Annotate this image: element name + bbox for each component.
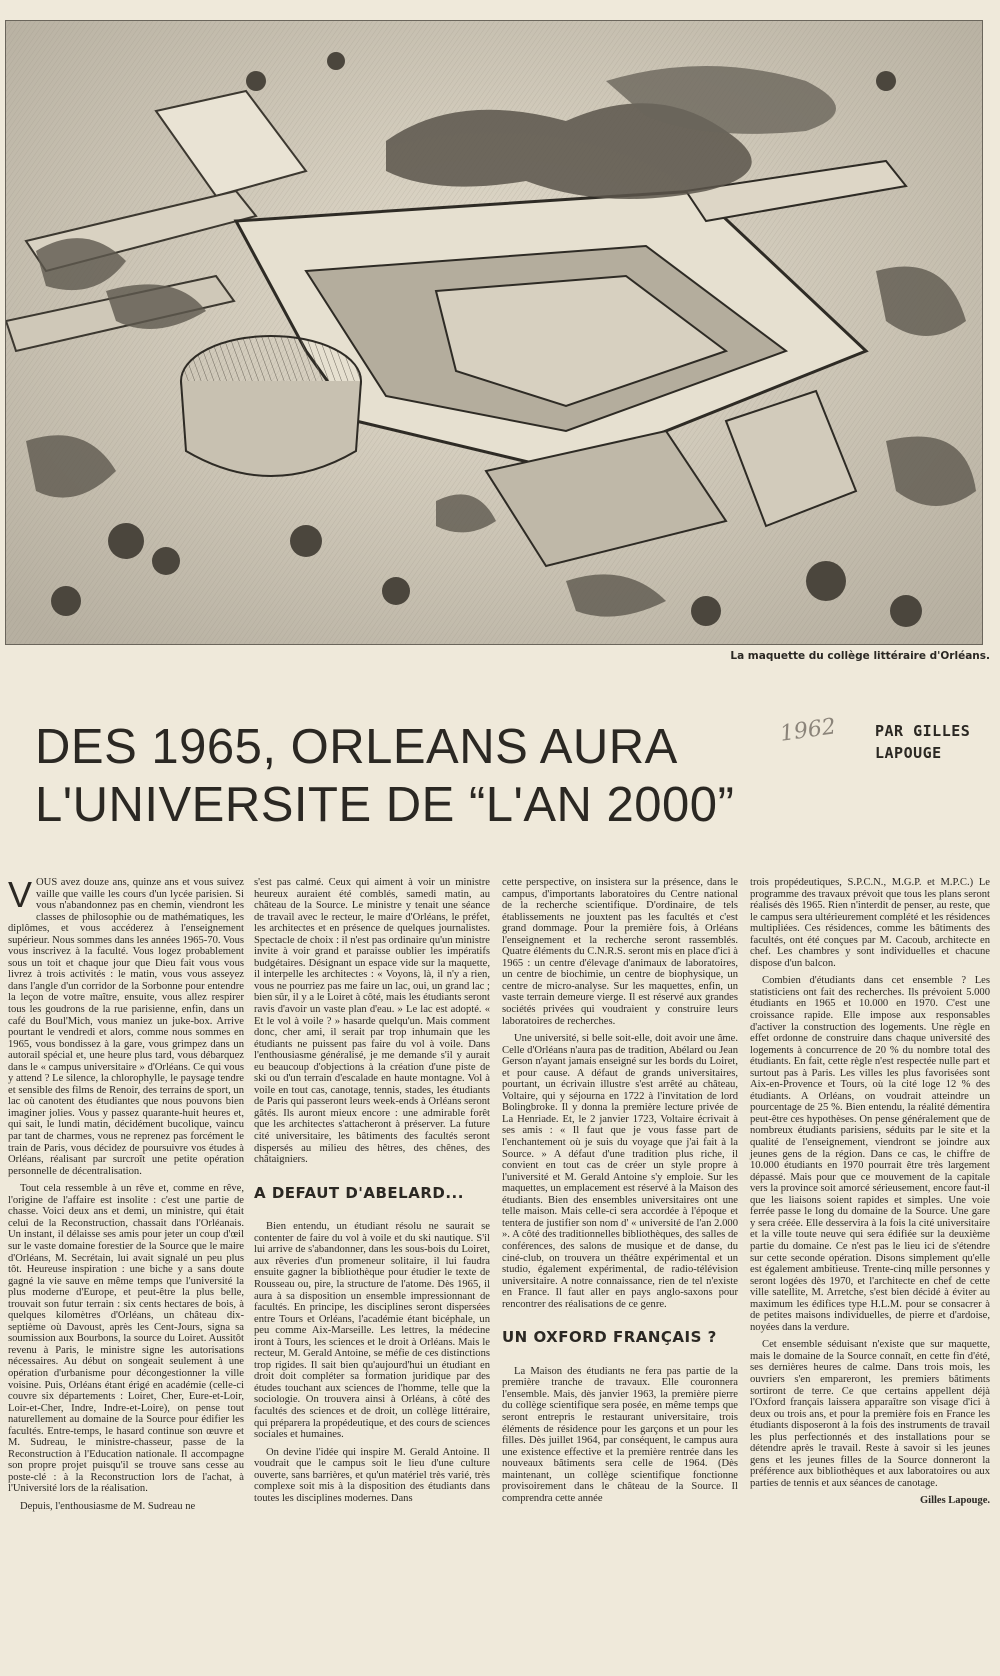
campus-model-illustration xyxy=(6,21,982,644)
paragraph: trois propédeutiques, S.P.C.N., M.G.P. et M.P.C.) Le programme des travaux prévoit que tous les plans seront réalisés dès 1965. Rien n'interdit de penser, au reste, que le campus sera ultérieurement complété et les résidences multipliées. Ces résidences, comme les bâtiments des facultés, ont été conçues par M. Cacoub, architecte en chef. Les chambres y sont individuelles et chacune dispose d'un balcon. xyxy=(750,877,990,969)
byline-line-2: LAPOUGE xyxy=(875,744,942,762)
drop-cap: V xyxy=(8,874,33,915)
paragraph: VOUS avez douze ans, quinze ans et vous suivez vaille que vaille les cours d'un lycée parisien. Si vous n'abandonnez pas en chemin, viendront les classes de philosophie ou de mathématiques, les diplômes, et vous accéderez à l'enseignement supérieur. Nous sommes dans les années 1965-70. Vous vous inscrivez à la faculté. Vous logez probablement sous un toit et chaque jour que Dieu fait vous vous livrez à trois activités : le matin, vous vous asseyez dans l'angle d'un corridor de la Sorbonne pour entendre la leçon de votre maître, ensuite, vous allez respirer tous les goudrons de la rue parisienne, enfin, dans un café du Boul'Mich, vous maniez un juke-box. Arrive pourtant le vendredi et alors, comme nous sommes en 1965, vous bondissez à la gare, vous grimpez dans un autorail spécial et, une heure plus tard, vous débarquez dans le « campus universitaire » d'Orléans. Ce qui vous y attend ? Le silence, la chlorophylle, le paysage tendre et sensible des films de Renoir, des terrains de sport, un lac où canotent des étudiantes que nous pouvons bien imaginer jolies. Vous y passez quarante-huit heures et, qui sait, le lundi matin, décidément bucolique, vaincu par tant de charmes, vous ne reprenez pas forcément le train de Paris, vous décidez de poursuivre vos études à Orléans, réalisant par surcroît une petite opération personnelle de décentralisation. xyxy=(8,874,244,1177)
headline-line-2: L'UNIVERSITE DE “L'AN 2000” xyxy=(35,778,735,832)
paragraph: Tout cela ressemble à un rêve et, comme en rêve, l'origine de l'affaire est insolite : c'est une partie de chasse. Voici deux ans et demi, un ministre, qui était celui de la Reconstruction, chassait dans l'Orléanais. Un instant, il délaisse ses amis pour jeter un coup d'œil sur le vaste domaine forestier de la Source que le maire d'Orléans, M. Secrétain, lui avait signalé un peu plus tôt. Heureuse inspiration : une biche y a sans doute gagné la vie sauve en même temps que l'université la plus moderne d'Europe, et peut-être la plus belle, trouvait son futur terrain : six cents hectares de bois, à quelques kilomètres d'Orléans, un château dix-septième où Davoust, après les Cent-Jours, signa sa soumission aux Bourbons, la source du Loiret. Aussitôt revenu à Paris, le ministre signe les autorisations nécessaires. Au début on songeait seulement à une opération d'urbanisme pour décongestionner la ville voisine. Puis, Orléans étant érigé en académie (celle-ci couvre six départements : Loiret, Cher, Eure-et-Loir, Loir-et-Cher, Indre, Indre-et-Loire), on pense tout naturellement au domaine de la Source pour édifier les facultés. Entre-temps, le hasard continue son œuvre et M. Sudreau, le ministre-chasseur, passe de la Reconstruction à l'Education nationale. Il accompagne son propre projet puisqu'il se trouve sans cesse au poste-clé : à la Reconstruction lors de l'achat, à l'Université lors de la réalisation. xyxy=(8,1183,244,1495)
handwritten-note: 1962 xyxy=(778,714,838,747)
article-column-3 xyxy=(502,877,738,1510)
article-column-2 xyxy=(254,877,490,1510)
paragraph: cette perspective, on insistera sur la présence, dans le campus, d'importants laboratoires du Centre national de la recherche scientifique. D'ordinaire, de tels établissements ne jouxtent pas les facultés et c'est grand dommage. Pour la première fois, à Orléans l'enseignement et la recherche seront rassemblés. Quatre éléments du C.N.R.S. seront mis en place d'ici à 1965 : un centre d'élevage d'animaux de laboratoires, un centre de biochimie, un centre de biophysique, un centre de micro-analyse. Sur les maquettes, enfin, un vaste terrain demeure vierge. Il est réservé aux grandes sociétés privées qui voudraient y construire leurs laboratoires de recherches. xyxy=(502,877,738,1027)
byline xyxy=(875,720,990,764)
paragraph: Cet ensemble séduisant n'existe que sur maquette, mais le domaine de la Source connaît, en cette fin d'été, ses dernières heures de calme. Dans trois mois, les ouvriers s'en empareront, les premiers bâtiments sortiront de terre. Ce que certains appellent déjà l'Oxford français laissera apparaître son visage d'ici à deux ou trois ans, et pour la première fois en France les étudiants disposeront à la fois des instruments de travail les plus perfectionnés et des installations pour se détendre après le travail. Reste à savoir si les jeunes gens et les jeunes filles de la Source donneront la préférence aux bibliothèques et aux laboratoires ou aux parties de tennis et aux séances de canotage. xyxy=(750,1339,990,1489)
article-column-4 xyxy=(750,877,990,1507)
paragraph: Bien entendu, un étudiant résolu ne saurait se contenter de faire du vol à voile et du ski nautique. S'il lui arrive de s'abandonner, dans les sous-bois du Loiret, aux rêveries d'un promeneur solitaire, il lui faudra ensuite gagner la bibliothèque pour étudier le texte de Rousseau ou, pire, la structure de l'atome. Dès 1965, il aura à sa disposition un ensemble impressionnant de facultés. En principe, les disciplines seront dispersées entre Tours et Orléans, l'académie étant bicéphale, un peu comme Aix-Marseille. Les lettres, la médecine iront à Tours, les sciences et le droit à Orléans. Mais le recteur, M. Gerald Antoine, se méfie de ces distinctions trop rigides. Il sait bien qu'aujourd'hui un étudiant en droit doit compléter sa formation juridique par des études touchant aux sciences de l'homme, telle que la sociologie. On trouvera ainsi à Orléans, à côté des facultés des sciences et de droit, un collège littéraire, qui préparera la propédeutique, et des cours de sciences sociales et humaines. xyxy=(254,1221,490,1441)
model-photo xyxy=(5,20,983,645)
headline xyxy=(35,718,855,834)
paragraph: Depuis, l'enthousiasme de M. Sudreau ne xyxy=(20,1500,196,1512)
byline-line-1: PAR GILLES xyxy=(875,722,971,740)
signature: Gilles Lapouge. xyxy=(919,1495,990,1507)
subheading-oxford: UN OXFORD FRANÇAIS ? xyxy=(502,1328,717,1347)
subheading-abelard: A DEFAUT D'ABELARD... xyxy=(254,1183,464,1202)
paragraph: s'est pas calmé. Ceux qui aiment à voir un ministre heureux auraient été comblés, samedi matin, au château de la Source. Le ministre y tenait une séance de travail avec le recteur, le maire d'Orléans, le préfet, les architectes et en présence de quelques journalistes. Spectacle de choix : il n'est pas ordinaire qu'un ministre invite à voir grand et paraisse oublier les impératifs budgétaires. Désignant un espace vide sur la maquette, il interpelle les architectes : « Voyons, là, il n'y a rien, vous ne pourriez pas me faire un lac, oui, un grand lac ; bien sûr, il y a le Loiret à côté, mais les étudiants seront ravis d'avoir un vaste plan d'eau. » Le lac est adopté. « Et le vol à voile ? » hasarde quelqu'un. Mais comment donc, cher ami, il serait par trop inhumain que les étudiants ne puissent pas faire du vol à voile. Dans l'enthousiasme généralisé, je me demande s'il y aurait eu beaucoup d'objections à la création d'une piste de ski ou d'un terrain d'escalade en haute montagne. Vol à voile en tout cas, canotage, tennis, stades, les étudiants de Paris qui passeront leurs week-ends à Orléans seront gâtés. Ils auront mieux encore : une admirable forêt que les architectes s'attacheront à préserver. La future cité universitaire, les bâtiments des facultés seront dispersés au milieu des hêtres, des chênes, des châtaigniers. xyxy=(254,877,490,1166)
article-column-1 xyxy=(8,874,244,1519)
photo-caption: La maquette du collège littéraire d'Orléans. xyxy=(730,650,990,662)
paragraph: La Maison des étudiants ne fera pas partie de la première tranche de travaux. Elle couronnera l'ensemble. Mais, dès janvier 1963, la première pierre du collège scientifique sera posée, en même temps que seront entrepris le restaurant universitaire, trois éléments de résidence pour les garçons et un pour les filles. Dès juillet 1964, par conséquent, le campus aura une existence effective et la première rentrée dans les nouveaux bâtiments sera celle de 1964. (Dès maintenant, un collège scientifique fonctionne provisoirement dans le château de la Source. Il comprendra cette année xyxy=(502,1365,738,1504)
paragraph: On devine l'idée qui inspire M. Gerald Antoine. Il voudrait que le campus soit le lieu d'une culture ouverte, sans barrières, et qu'un matériel très varié, très complexe soit mis à la disposition des étudiants dans toutes les disciplines modernes. Dans xyxy=(254,1446,490,1504)
headline-line-1: DES 1965, ORLEANS AURA xyxy=(35,720,678,774)
paragraph: Une université, si belle soit-elle, doit avoir une âme. Celle d'Orléans n'aura pas de tradition, Abélard ou Jean Gerson n'ayant jamais enseigné sur les bords du Loiret, et pour cause. A défaut de grands universitaires, pourtant, un écrivain illustre s'est arrêté au château, Voltaire, qui y séjourna en 1722 à l'invitation de lord Bolingbroke. Il y donna la première lecture privée de La Henriade. Et, le 2 janvier 1723, Voltaire écrivait à ses amis : « Il faut que je vous fasse part de l'enchantement où je suis du voyage que j'ai fait à la Source. » A défaut d'une tradition plus riche, il convient en tout cas de créer un style propre à l'université et M. Gerald Antoine s'y emploie. Sur les maquettes, un emplacement est réservé à la Maison des étudiants. Bien des ensembles universitaires ont une telle maison. Mais celle-ci sera accordée à l'époque et tentera de justifier son nom d' « université de l'an 2.000 ». A côté des traditionnelles bibliothèques, des salles de conférences, des salons de musique et de danse, du ciné-club, on trouvera un théâtre expérimental et un studio, également expérimental, de radio-télévision universitaire. A notre connaissance, rien de tel n'existe en France. Il faut aller en pays anglo-saxons pour rencontrer des réalisations de ce genre. xyxy=(502,1033,738,1310)
paragraph: Combien d'étudiants dans cet ensemble ? Les statisticiens ont fait des recherches. Ils prévoient 5.000 étudiants en 1965 et 10.000 en 1970. C'est une croissance rapide. Elle impose aux responsables d'activer la construction des logements. Une règle en effet ordonne de construire dans chaque université des logements à concurrence de 20 % du nombre total des étudiants. En fait, cette règle n'est respectée nulle part et surtout pas à Paris. Les villes les plus favorisées sont Aix-en-Provence et Tours, où la cité loge 12 % des étudiants. A Orléans, on voudrait atteindre un pourcentage de 25 %. Bien entendu, la réalité démentira peut-être ces hypothèses. On pense généralement que de nombreux étudiants parisiens, séduits par le site et la qualité de l'enseignement, viendront se joindre aux jeunes gens de la région. Dans ce cas, le chiffre de 10.000 étudiants en 1970 pourrait être très largement dépassé. Mais pour que ce mouvement de la capitale vers la province soit amorcé sérieusement, encore faut-il que les liaisons soient rapides et simples. Une voie ferrée passe le long du domaine de la Source. Une gare y sera créée. Elle desservira à la fois la cité universitaire et la ville toute neuve qui sera édifiée sur la deuxième partie du domaine. Ce n'est pas le lieu ici de s'étendre sur cette seconde opération. Disons simplement qu'elle est également ambitieuse. Trente-cinq mille personnes y seront logées dès 1970, et l'architecte en chef de cette ville satellite, M. Arretche, s'est bien décidé à éviter au maximum les édifices type H.L.M. pour se consacrer à de petites maisons individuelles, de pierre et d'ardoise, noyées dans la verdure. xyxy=(750,975,990,1333)
